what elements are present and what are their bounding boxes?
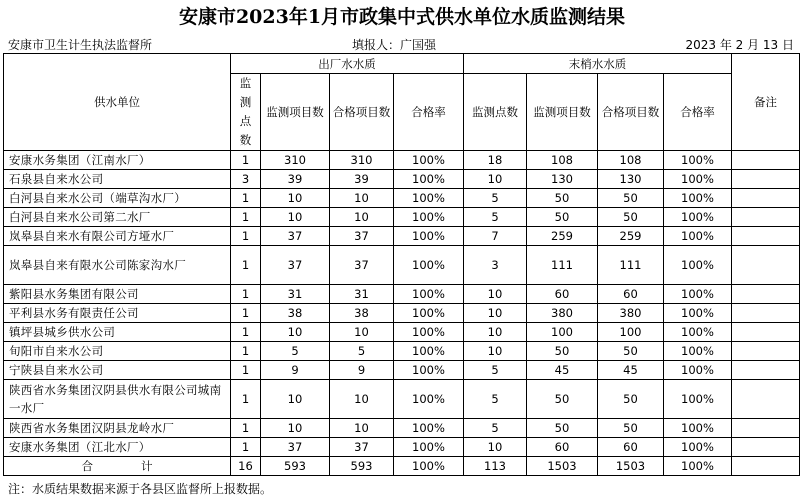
end-items: 50 (527, 189, 598, 208)
factory-rate: 100% (394, 342, 464, 361)
total-end-rate: 100% (664, 457, 732, 476)
total-label: 合 计 (4, 457, 231, 476)
factory-points: 1 (231, 285, 261, 304)
factory-points: 1 (231, 323, 261, 342)
table-row (4, 208, 800, 227)
total-factory-points: 16 (231, 457, 261, 476)
header-note: 备注 (732, 54, 800, 151)
reporter-label: 填报人：广国强 (352, 38, 437, 52)
table-row (4, 189, 800, 208)
end-points: 5 (464, 189, 527, 208)
unit-name: 宁陕县自来水公司 (4, 361, 231, 380)
end-items: 60 (527, 285, 598, 304)
factory-points: 1 (231, 246, 261, 285)
end-pass-items: 60 (598, 285, 664, 304)
footnote: 注：水质结果数据来源于各县区监督所上报数据。 (8, 482, 273, 496)
factory-pass-items: 39 (330, 170, 394, 189)
agency-label: 安康市卫生计生执法监督所 (8, 38, 153, 52)
unit-name: 陕西省水务集团汉阴县龙岭水厂 (4, 419, 231, 438)
end-points: 10 (464, 170, 527, 189)
end-points: 10 (464, 342, 527, 361)
header-factory-rate: 合格率 (394, 74, 464, 151)
end-items: 380 (527, 304, 598, 323)
factory-points: 1 (231, 189, 261, 208)
end-rate: 100% (664, 285, 732, 304)
factory-pass-items: 38 (330, 304, 394, 323)
factory-rate: 100% (394, 304, 464, 323)
factory-items: 5 (261, 342, 330, 361)
header-unit: 供水单位 (4, 54, 231, 151)
factory-pass-items: 10 (330, 189, 394, 208)
factory-rate: 100% (394, 227, 464, 246)
header-factory-items: 监测项目数 (261, 74, 330, 151)
factory-items: 10 (261, 208, 330, 227)
report-date: 2023 年 2 月 13 日 (685, 38, 794, 52)
factory-items: 10 (261, 380, 330, 419)
end-rate: 100% (664, 361, 732, 380)
factory-pass-items: 31 (330, 285, 394, 304)
factory-pass-items: 5 (330, 342, 394, 361)
unit-name: 白河县自来水公司第二水厂 (4, 208, 231, 227)
end-items: 130 (527, 170, 598, 189)
note-cell (732, 208, 800, 227)
factory-items: 39 (261, 170, 330, 189)
water-quality-table (3, 53, 800, 476)
factory-points: 1 (231, 208, 261, 227)
header-factory-group: 出厂水水质 (231, 54, 464, 74)
end-points: 3 (464, 246, 527, 285)
factory-pass-items: 310 (330, 151, 394, 170)
note-cell (732, 361, 800, 380)
factory-rate: 100% (394, 438, 464, 457)
total-note (732, 457, 800, 476)
header-end-group: 末梢水水质 (464, 54, 732, 74)
end-rate: 100% (664, 419, 732, 438)
factory-points: 3 (231, 170, 261, 189)
factory-rate: 100% (394, 246, 464, 285)
end-pass-items: 50 (598, 189, 664, 208)
table-row (4, 151, 800, 170)
factory-points: 1 (231, 380, 261, 419)
factory-points: 1 (231, 342, 261, 361)
end-rate: 100% (664, 304, 732, 323)
table-row (4, 419, 800, 438)
factory-pass-items: 10 (330, 419, 394, 438)
factory-items: 10 (261, 189, 330, 208)
end-pass-items: 111 (598, 246, 664, 285)
note-cell (732, 246, 800, 285)
factory-points: 1 (231, 227, 261, 246)
unit-name: 紫阳县水务集团有限公司 (4, 285, 231, 304)
note-cell (732, 342, 800, 361)
total-end-pass-items: 1503 (598, 457, 664, 476)
header-factory-pass-items: 合格项目数 (330, 74, 394, 151)
unit-name: 旬阳市自来水公司 (4, 342, 231, 361)
end-rate: 100% (664, 438, 732, 457)
end-points: 10 (464, 438, 527, 457)
table-row (4, 323, 800, 342)
end-pass-items: 60 (598, 438, 664, 457)
note-cell (732, 304, 800, 323)
header-end-points: 监测点数 (464, 74, 527, 151)
table-row (4, 342, 800, 361)
factory-items: 10 (261, 323, 330, 342)
end-pass-items: 108 (598, 151, 664, 170)
unit-name: 陕西省水务集团汉阴县供水有限公司城南一水厂 (4, 380, 231, 419)
total-end-points: 113 (464, 457, 527, 476)
end-points: 10 (464, 285, 527, 304)
factory-rate: 100% (394, 170, 464, 189)
factory-points: 1 (231, 438, 261, 457)
factory-rate: 100% (394, 285, 464, 304)
factory-points: 1 (231, 151, 261, 170)
factory-rate: 100% (394, 361, 464, 380)
unit-name: 镇坪县城乡供水公司 (4, 323, 231, 342)
end-points: 5 (464, 419, 527, 438)
table-row (4, 380, 800, 419)
end-items: 45 (527, 361, 598, 380)
factory-rate: 100% (394, 189, 464, 208)
factory-items: 9 (261, 361, 330, 380)
end-points: 5 (464, 361, 527, 380)
factory-items: 31 (261, 285, 330, 304)
note-cell (732, 380, 800, 419)
end-pass-items: 50 (598, 208, 664, 227)
total-factory-items: 593 (261, 457, 330, 476)
note-cell (732, 170, 800, 189)
unit-name: 安康水务集团（江北水厂） (4, 438, 231, 457)
note-cell (732, 151, 800, 170)
header-end-rate: 合格率 (664, 74, 732, 151)
end-items: 50 (527, 419, 598, 438)
factory-rate: 100% (394, 208, 464, 227)
end-items: 50 (527, 380, 598, 419)
end-rate: 100% (664, 342, 732, 361)
factory-pass-items: 9 (330, 361, 394, 380)
end-rate: 100% (664, 151, 732, 170)
factory-points: 1 (231, 361, 261, 380)
note-cell (732, 323, 800, 342)
factory-items: 10 (261, 419, 330, 438)
table-row (4, 361, 800, 380)
page-title: 安康市2023年1月市政集中式供水单位水质监测结果 (178, 6, 626, 28)
unit-name: 岚皋县自来有限水公司陈家沟水厂 (4, 246, 231, 285)
end-pass-items: 50 (598, 342, 664, 361)
table-row (4, 285, 800, 304)
unit-name: 安康水务集团（江南水厂） (4, 151, 231, 170)
end-points: 5 (464, 208, 527, 227)
end-items: 50 (527, 208, 598, 227)
end-pass-items: 50 (598, 419, 664, 438)
table-row (4, 304, 800, 323)
end-points: 18 (464, 151, 527, 170)
factory-pass-items: 37 (330, 246, 394, 285)
end-pass-items: 100 (598, 323, 664, 342)
unit-name: 岚皋县自来水有限公司方垭水厂 (4, 227, 231, 246)
factory-pass-items: 37 (330, 227, 394, 246)
factory-pass-items: 10 (330, 208, 394, 227)
note-cell (732, 285, 800, 304)
end-pass-items: 130 (598, 170, 664, 189)
table-row (4, 246, 800, 285)
end-points: 7 (464, 227, 527, 246)
factory-rate: 100% (394, 419, 464, 438)
end-points: 5 (464, 380, 527, 419)
total-factory-pass-items: 593 (330, 457, 394, 476)
factory-pass-items: 10 (330, 323, 394, 342)
table-row (4, 170, 800, 189)
total-row (4, 457, 800, 476)
factory-rate: 100% (394, 380, 464, 419)
unit-name: 平利县水务有限责任公司 (4, 304, 231, 323)
total-factory-rate: 100% (394, 457, 464, 476)
end-items: 100 (527, 323, 598, 342)
factory-items: 310 (261, 151, 330, 170)
end-items: 259 (527, 227, 598, 246)
factory-items: 37 (261, 246, 330, 285)
end-pass-items: 259 (598, 227, 664, 246)
note-cell (732, 419, 800, 438)
factory-items: 37 (261, 438, 330, 457)
table-row (4, 438, 800, 457)
unit-name: 石泉县自来水公司 (4, 170, 231, 189)
end-rate: 100% (664, 208, 732, 227)
header-factory-points: 监测点数 (231, 74, 261, 151)
note-cell (732, 227, 800, 246)
factory-rate: 100% (394, 323, 464, 342)
end-rate: 100% (664, 380, 732, 419)
factory-items: 37 (261, 227, 330, 246)
end-rate: 100% (664, 246, 732, 285)
factory-points: 1 (231, 304, 261, 323)
end-points: 10 (464, 304, 527, 323)
end-items: 50 (527, 342, 598, 361)
end-rate: 100% (664, 189, 732, 208)
factory-items: 38 (261, 304, 330, 323)
end-rate: 100% (664, 170, 732, 189)
unit-name: 白河县自来水公司（端草沟水厂） (4, 189, 231, 208)
table-row (4, 227, 800, 246)
note-cell (732, 189, 800, 208)
factory-rate: 100% (394, 151, 464, 170)
header-end-pass-items: 合格项目数 (598, 74, 664, 151)
end-points: 10 (464, 323, 527, 342)
end-rate: 100% (664, 323, 732, 342)
end-rate: 100% (664, 227, 732, 246)
end-pass-items: 380 (598, 304, 664, 323)
header-end-items: 监测项目数 (527, 74, 598, 151)
note-cell (732, 438, 800, 457)
factory-pass-items: 10 (330, 380, 394, 419)
factory-points: 1 (231, 419, 261, 438)
end-items: 108 (527, 151, 598, 170)
end-pass-items: 50 (598, 380, 664, 419)
end-items: 111 (527, 246, 598, 285)
end-pass-items: 45 (598, 361, 664, 380)
end-items: 60 (527, 438, 598, 457)
total-end-items: 1503 (527, 457, 598, 476)
factory-pass-items: 37 (330, 438, 394, 457)
